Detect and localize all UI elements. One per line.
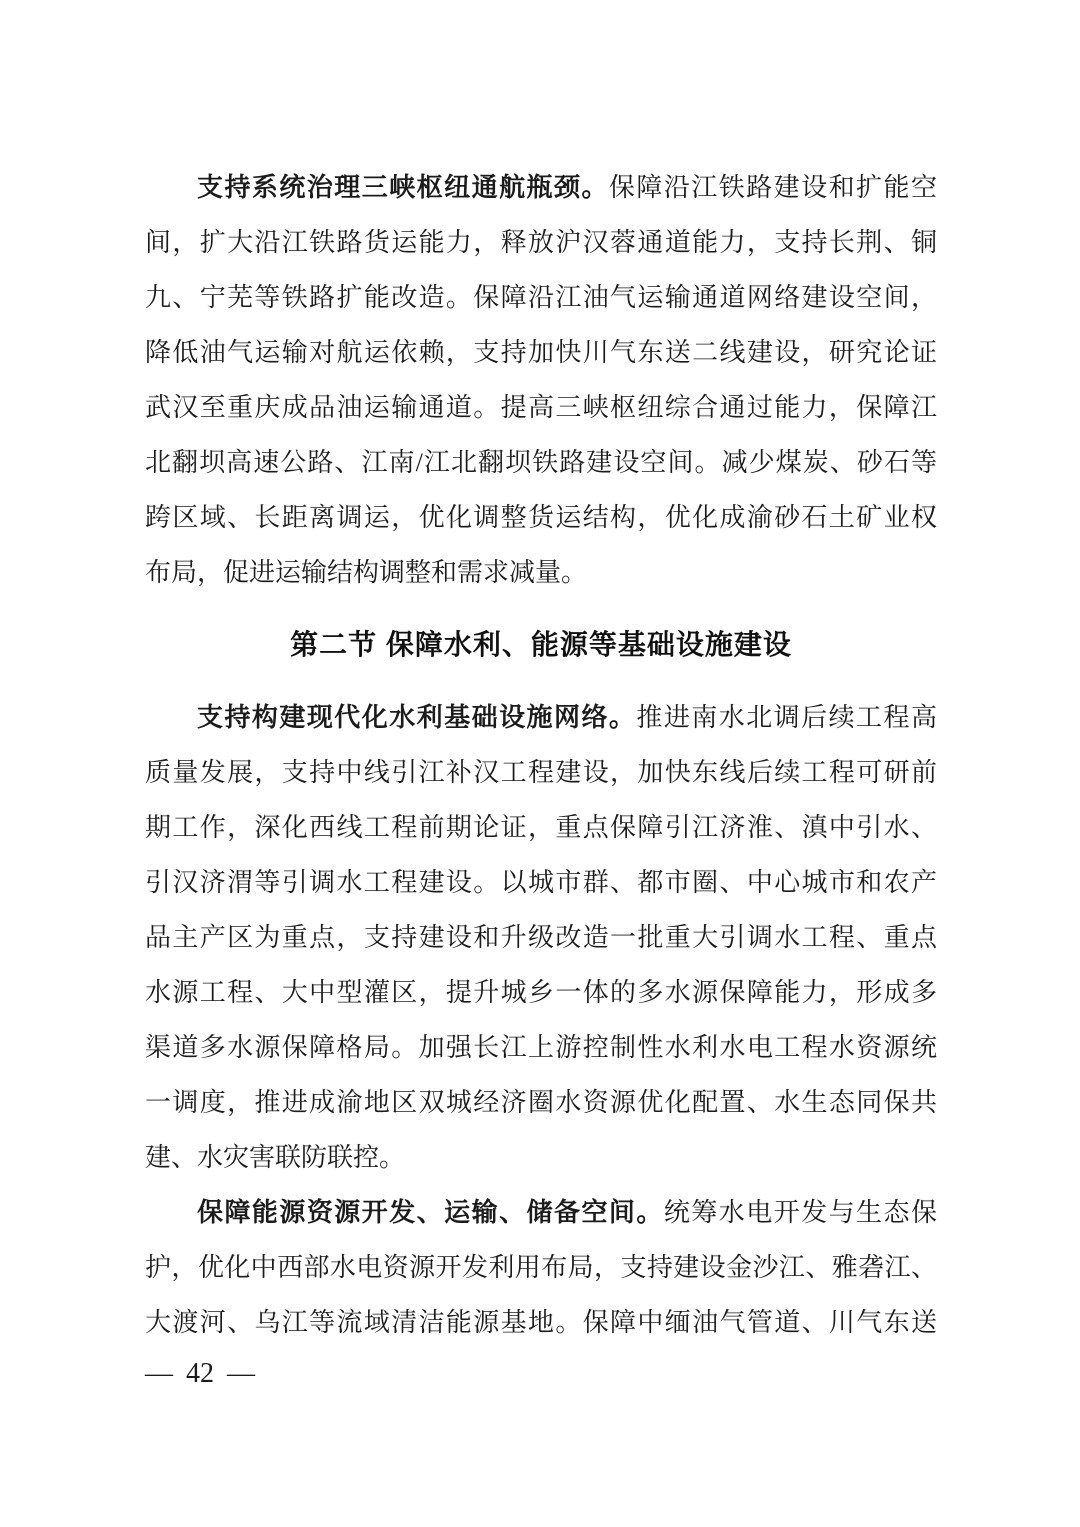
- text-line: 武汉至重庆成品油运输通道。提高三峡枢纽综合通过能力，保障江: [145, 393, 937, 422]
- text-line: 护，优化中西部水电资源开发利用布局，支持建设金沙江、雅砻江、: [145, 1253, 937, 1282]
- paragraph-three-gorges-transport: [145, 160, 937, 600]
- text-line: 引汉济渭等引调水工程建设。以城市群、都市圈、中心城市和农产: [145, 868, 937, 897]
- document-body: [145, 160, 937, 1350]
- lead-sentence: 支持系统治理三峡枢纽通航瓶颈。: [197, 173, 609, 202]
- text-line: 质量发展，支持中线引江补汉工程建设，加快东线后续工程可研前: [145, 758, 937, 787]
- text-line: 支持构建现代化水利基础设施网络。推进南水北调后续工程高: [197, 703, 937, 732]
- text-line: 一调度，推进成渝地区双城经济圈水资源优化配置、水生态同保共: [145, 1088, 937, 1117]
- text-line: 间，扩大沿江铁路货运能力，释放沪汉蓉通道能力，支持长荆、铜: [145, 228, 937, 257]
- text-line: 品主产区为重点，支持建设和升级改造一批重大引调水工程、重点: [145, 923, 937, 952]
- paragraph-energy-resources: [145, 1185, 937, 1350]
- text-line: 水源工程、大中型灌区，提升城乡一体的多水源保障能力，形成多: [145, 978, 937, 1007]
- text-line: 九、宁芜等铁路扩能改造。保障沿江油气运输通道网络建设空间，: [145, 283, 937, 312]
- paragraph-water-infrastructure: [145, 690, 937, 1185]
- footer-dash-right: —: [227, 1358, 255, 1389]
- text-line: 支持系统治理三峡枢纽通航瓶颈。保障沿江铁路建设和扩能空: [197, 173, 937, 202]
- text-line: 北翻坝高速公路、江南/江北翻坝铁路建设空间。减少煤炭、砂石等: [145, 448, 937, 477]
- lead-sentence: 支持构建现代化水利基础设施网络。: [197, 703, 637, 732]
- text-line: 保障能源资源开发、运输、储备空间。统筹水电开发与生态保: [197, 1198, 937, 1227]
- text-line: 建、水灾害联防联控。: [145, 1143, 406, 1172]
- page-footer: [145, 1352, 255, 1396]
- heading-section-2: 第二节 保障水利、能源等基础设施建设: [290, 629, 792, 660]
- lead-sentence: 保障能源资源开发、运输、储备空间。: [197, 1198, 664, 1227]
- text-line: 布局，促进运输结构调整和需求减量。: [145, 558, 588, 587]
- text-line: 渠道多水源保障格局。加强长江上游控制性水利水电工程水资源统: [145, 1033, 937, 1062]
- footer-dash-left: —: [145, 1358, 173, 1389]
- text-line: 降低油气运输对航运依赖，支持加快川气东送二线建设，研究论证: [145, 338, 937, 367]
- text-line: 期工作，深化西线工程前期论证，重点保障引江济淮、滇中引水、: [145, 813, 937, 842]
- text-line: 跨区域、长距离调运，优化调整货运结构，优化成渝砂石土矿业权: [145, 503, 937, 532]
- page-number: 42: [186, 1358, 214, 1389]
- text-line: 大渡河、乌江等流域清洁能源基地。保障中缅油气管道、川气东送: [145, 1308, 937, 1337]
